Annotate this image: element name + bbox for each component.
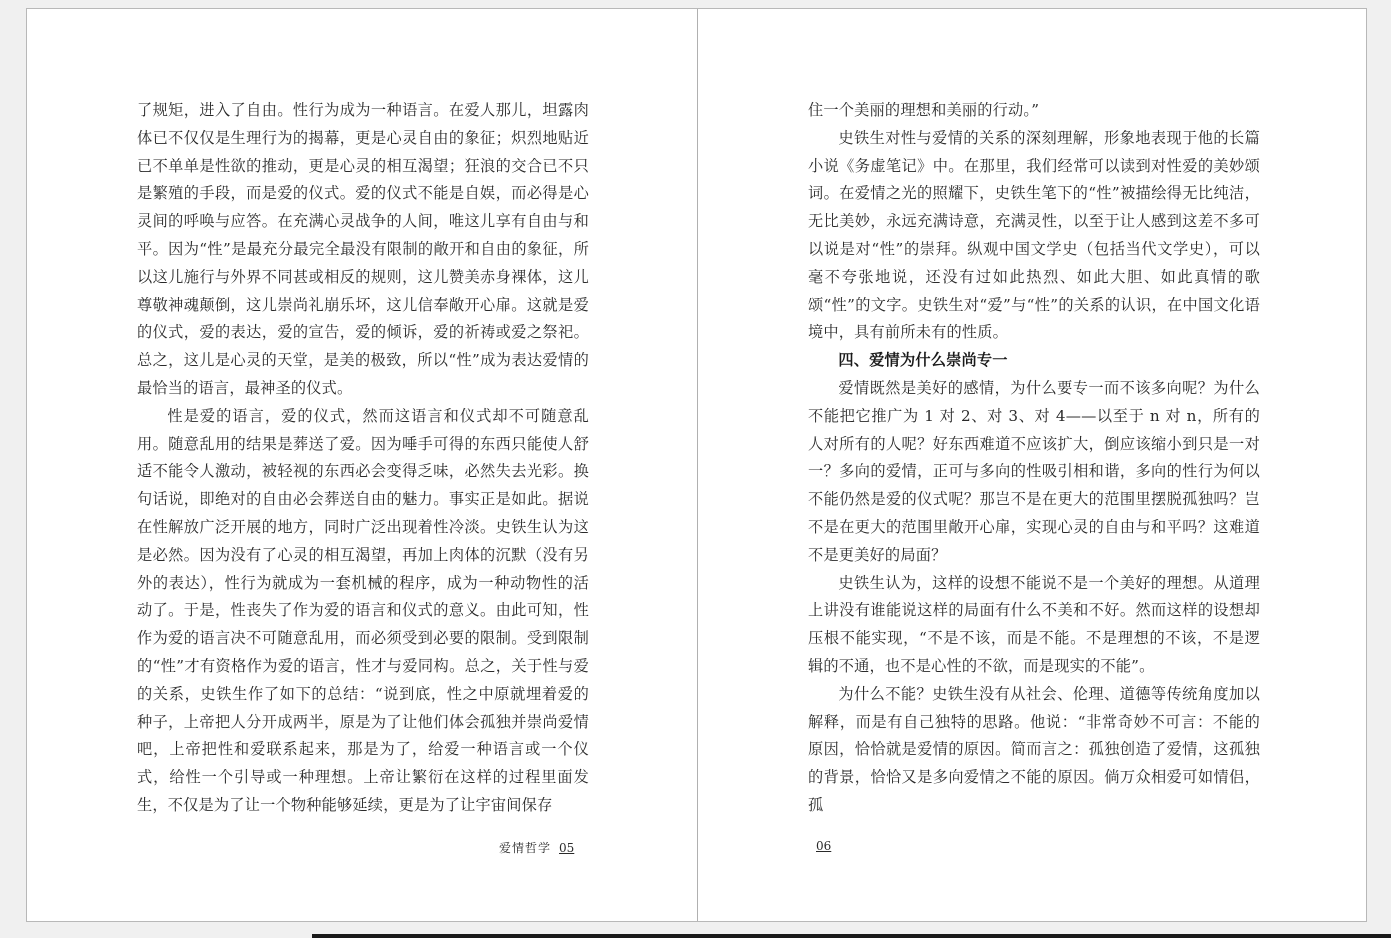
paragraph: 为什么不能？史铁生没有从社会、伦理、道德等传统角度加以解释，而是有自己独特的思路。他说：“非常奇妙不可言：不能的原因，恰恰就是爱情的原因。简而言之：孤独创造了爱情，这孤独的背景，恰恰又是多向爱情之不能的原因。倘万众相爱可如情侣，孤 <box>808 684 1260 814</box>
left-page <box>27 9 698 921</box>
paragraph: 了规矩，进入了自由。性行为成为一种语言。在爱人那儿，坦露肉体已不仅仅是生理行为的揭幕，更是心灵自由的象征；炽烈地贴近已不单单是性欲的推动，更是心灵的相互渴望；狂浪的交合已不只是繁殖的手段，而是爱的仪式。爱的仪式不能是自娱，而必得是心灵间的呼唤与应答。在充满心灵战争的人间，唯这儿享有自由与和平。因为“性”是最充分最完全最没有限制的敞开和自由的象征，所以这儿施行与外界不同甚或相反的规则，这儿赞美赤身裸体，这儿尊敬神魂颠倒，这儿崇尚礼崩乐坏，这儿信奉敞开心扉。这就是爱的仪式，爱的表达，爱的宣告，爱的倾诉，爱的祈祷或爱之祭祀。总之，这儿是心灵的天堂，是美的极致，所以“性”成为表达爱情的最恰当的语言，最神圣的仪式。 <box>137 101 589 397</box>
right-page-body <box>808 97 1260 820</box>
left-page-footer <box>499 839 574 856</box>
horizontal-scrollbar[interactable] <box>312 934 1391 938</box>
paragraph: 史铁生认为，这样的设想不能说不是一个美好的理想。从道理上讲没有谁能说这样的局面有什么不美和不好。然而这样的设想却压根不能实现，“不是不该，而是不能。不是理想的不该，不是逻辑的不通，也不是心性的不欲，而是现实的不能”。 <box>808 573 1260 675</box>
left-page-body <box>137 97 589 820</box>
paragraph: 爱情既然是美好的感情，为什么要专一而不该多向呢？为什么不能把它推广为 1 对 2、对 3、对 4——以至于 n 对 n，所有的人对所有的人呢？好东西难道不应该扩大，倒应该缩小到只是一对一？多向的爱情，正可与多向的性吸引相和谐，多向的性行为何以不能仍然是爱的仪式呢？那岂不是在更大的范围里摆脱孤独吗？岂不是在更大的范围里敞开心扉，实现心灵的自由与和平吗？这难道不是更美好的局面？ <box>808 378 1260 564</box>
page-number: 06 <box>816 839 832 853</box>
right-page <box>698 9 1366 921</box>
section-heading: 四、爱情为什么崇尚专一 <box>838 351 1008 370</box>
right-page-footer <box>816 839 831 853</box>
paragraph: 性是爱的语言，爱的仪式，然而这语言和仪式却不可随意乱用。随意乱用的结果是葬送了爱。因为唾手可得的东西只能使人舒适不能令人激动，被轻视的东西必会变得乏味，必然失去光彩。换句话说，即绝对的自由必会葬送自由的魅力。事实正是如此。据说在性解放广泛开展的地方，同时广泛出现着性冷淡。史铁生认为这是必然。因为没有了心灵的相互渴望，再加上肉体的沉默（没有另外的表达），性行为就成为一套机械的程序，成为一种动物性的活动了。于是，性丧失了作为爱的语言和仪式的意义。由此可知，性作为爱的语言决不可随意乱用，而必须受到必要的限制。受到限制的“性”才有资格作为爱的语言，性才与爱同构。总之，关于性与爱的关系，史铁生作了如下的总结：“说到底，性之中原就埋着爱的种子，上帝把人分开成两半，原是为了让他们体会孤独并崇尚爱情吧，上帝把性和爱联系起来，那是为了，给爱一种语言或一个仪式，给性一个引导或一种理想。上帝让繁衍在这样的过程里面发生，不仅是为了让一个物种能够延续，更是为了让宇宙间保存 <box>137 406 589 814</box>
paragraph: 住一个美丽的理想和美丽的行动。” <box>808 101 1040 119</box>
running-title: 爱情哲学 <box>499 841 552 855</box>
page-number: 05 <box>559 841 575 855</box>
book-spread <box>26 8 1367 922</box>
paragraph: 史铁生对性与爱情的关系的深刻理解，形象地表现于他的长篇小说《务虚笔记》中。在那里，我们经常可以读到对性爱的美妙颂词。在爱情之光的照耀下，史铁生笔下的“性”被描绘得无比纯洁，无比美妙，永远充满诗意，充满灵性，以至于让人感到这差不多可以说是对“性”的崇拜。纵观中国文学史（包括当代文学史），可以毫不夸张地说，还没有过如此热烈、如此大胆、如此真情的歌颂“性”的文字。史铁生对“爱”与“性”的关系的认识，在中国文化语境中，具有前所未有的性质。 <box>808 128 1260 342</box>
